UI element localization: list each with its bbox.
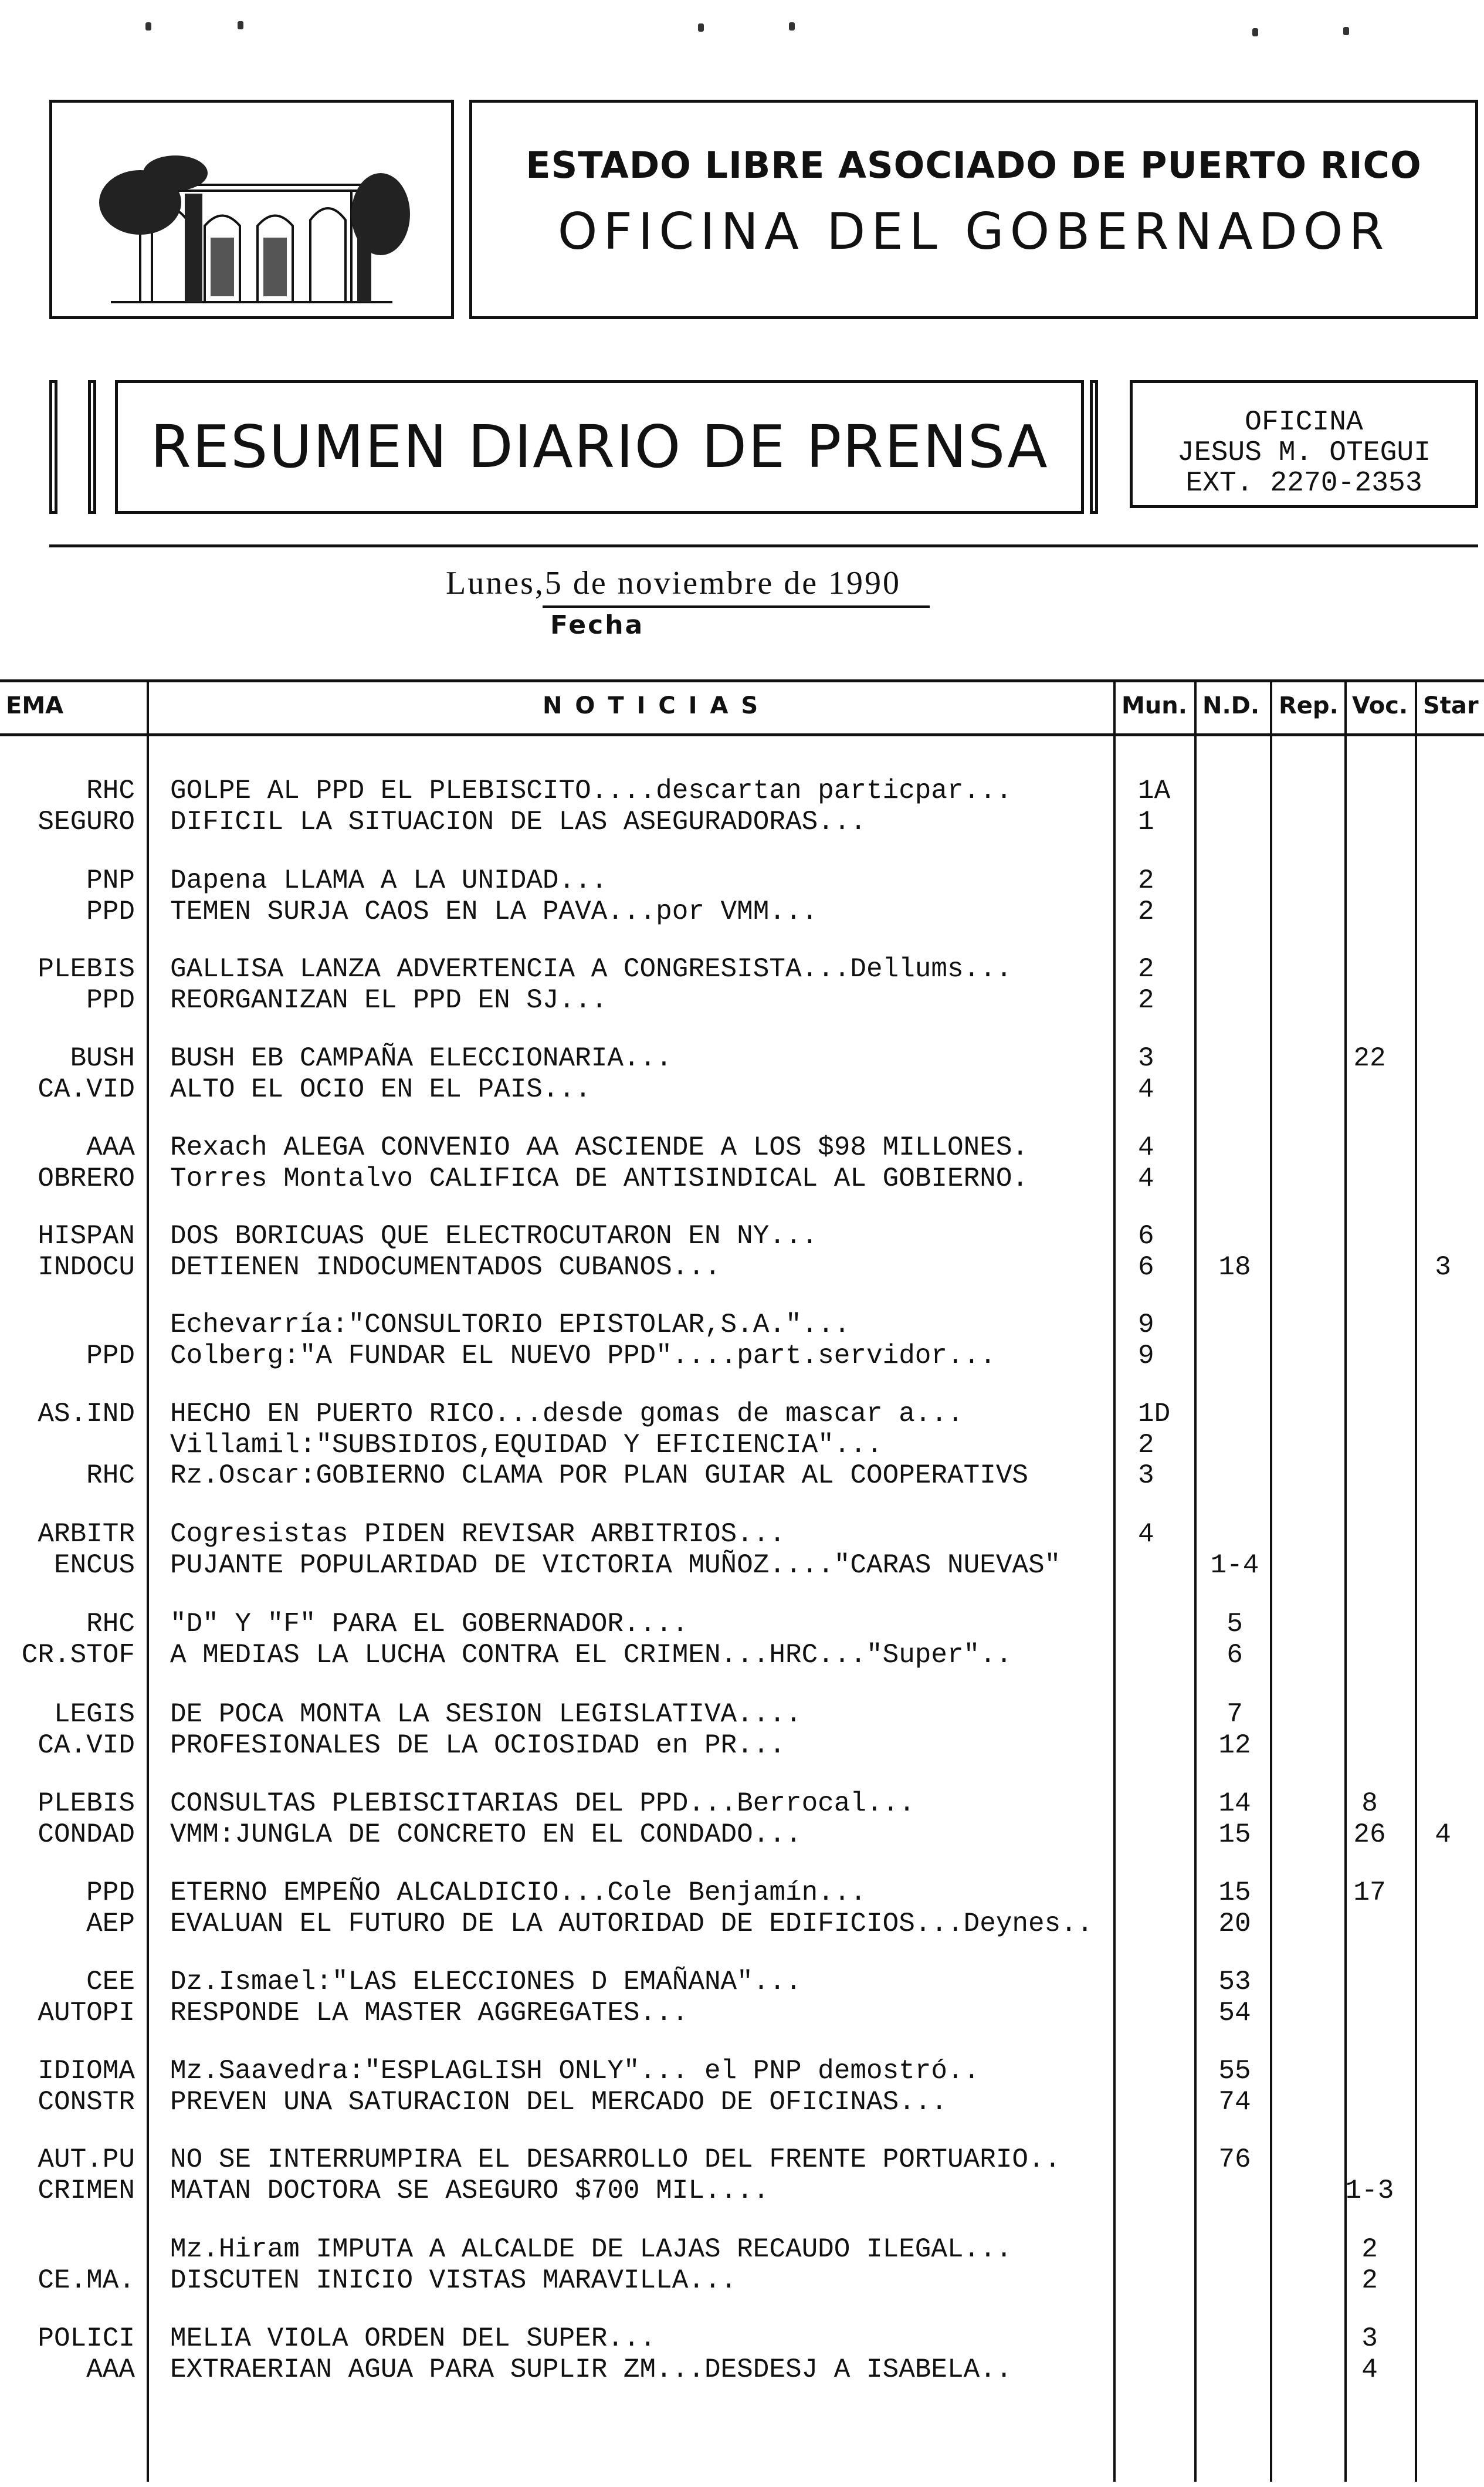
row-noticia: RESPONDE LA MASTER AGGREGATES... xyxy=(170,1998,689,2028)
table-header-rule xyxy=(0,733,1484,736)
scan-speck xyxy=(145,22,151,31)
row-tema: RHC xyxy=(86,1609,135,1639)
row-noticia: ALTO EL OCIO EN EL PAIS... xyxy=(170,1074,591,1105)
row-tema: PPD xyxy=(86,985,135,1016)
row-nd: 15 xyxy=(1218,1877,1251,1908)
row-voc: 3 xyxy=(1361,2323,1378,2354)
date-label: Fecha xyxy=(550,610,645,640)
row-noticia: Villamil:"SUBSIDIOS,EQUIDAD Y EFICIENCIA"... xyxy=(170,1430,883,1460)
col-rule xyxy=(1415,681,1417,2482)
resumen-title-box xyxy=(115,380,1084,514)
row-mun: 3 xyxy=(1138,1043,1154,1074)
row-voc: 22 xyxy=(1353,1043,1386,1074)
decorative-bar xyxy=(1090,380,1098,514)
row-noticia: A MEDIAS LA LUCHA CONTRA EL CRIMEN...HRC..."Super".. xyxy=(170,1640,1012,1670)
row-nd: 1-4 xyxy=(1210,1550,1259,1581)
office-title-box xyxy=(469,100,1478,319)
row-tema: PPD xyxy=(86,896,135,927)
row-noticia: Dapena LLAMA A LA UNIDAD... xyxy=(170,865,608,896)
row-nd: 74 xyxy=(1218,2087,1251,2117)
row-tema: CA.VID xyxy=(38,1074,135,1105)
date-underline xyxy=(543,605,930,608)
row-mun: 2 xyxy=(1138,896,1154,927)
col-rule xyxy=(1344,681,1347,2482)
row-nd: 6 xyxy=(1226,1640,1243,1670)
row-noticia: DISCUTEN INICIO VISTAS MARAVILLA... xyxy=(170,2265,737,2296)
table-top-rule xyxy=(0,679,1484,682)
office-extension: EXT. 2270-2353 xyxy=(1185,468,1422,499)
row-noticia: GOLPE AL PPD EL PLEBISCITO....descartan particpar... xyxy=(170,776,1012,806)
row-noticia: Rz.Oscar:GOBIERNO CLAMA POR PLAN GUIAR AL COOPERATIVS xyxy=(170,1460,1029,1491)
row-noticia: PROFESIONALES DE LA OCIOSIDAD en PR... xyxy=(170,1730,785,1761)
row-noticia: Cogresistas PIDEN REVISAR ARBITRIOS... xyxy=(170,1519,785,1549)
decorative-bar xyxy=(49,380,57,514)
col-rule xyxy=(1270,681,1272,2482)
row-tema: AEP xyxy=(86,1909,135,1939)
row-voc: 4 xyxy=(1361,2354,1378,2385)
scan-speck xyxy=(789,22,795,31)
row-mun: 9 xyxy=(1138,1310,1154,1340)
divider xyxy=(49,544,1478,547)
row-noticia: NO SE INTERRUMPIRA EL DESARROLLO DEL FRENTE PORTUARIO.. xyxy=(170,2144,1061,2175)
row-noticia: Echevarría:"CONSULTORIO EPISTOLAR,S.A."... xyxy=(170,1310,851,1340)
row-noticia: CONSULTAS PLEBISCITARIAS DEL PPD...Berrocal... xyxy=(170,1788,915,1819)
row-tema: AAA xyxy=(86,2354,135,2385)
row-tema: HISPAN xyxy=(38,1221,135,1251)
col-header-mun: Mun. xyxy=(1122,692,1187,719)
scan-speck xyxy=(1343,27,1349,35)
office-contact-box xyxy=(1130,380,1478,508)
row-mun: 2 xyxy=(1138,985,1154,1016)
row-nd: 12 xyxy=(1218,1730,1251,1761)
col-header-star: Star xyxy=(1423,692,1479,719)
resumen-title: RESUMEN DIARIO DE PRENSA xyxy=(150,412,1049,481)
row-tema: PPD xyxy=(86,1877,135,1908)
row-voc: 8 xyxy=(1361,1788,1378,1819)
row-mun: 2 xyxy=(1138,865,1154,896)
row-tema: CRIMEN xyxy=(38,2175,135,2206)
row-tema: POLICI xyxy=(38,2323,135,2354)
state-name: ESTADO LIBRE ASOCIADO DE PUERTO RICO xyxy=(526,144,1422,187)
row-nd: 18 xyxy=(1218,1252,1251,1283)
row-voc: 1-3 xyxy=(1345,2175,1394,2206)
row-tema: CR.STOF xyxy=(21,1640,135,1670)
row-noticia: DE POCA MONTA LA SESION LEGISLATIVA.... xyxy=(170,1699,802,1730)
row-tema: PLEBIS xyxy=(38,1788,135,1819)
row-tema: RHC xyxy=(86,776,135,806)
row-noticia: DIFICIL LA SITUACION DE LAS ASEGURADORAS... xyxy=(170,807,866,837)
row-nd: 20 xyxy=(1218,1909,1251,1939)
row-tema: LEGIS xyxy=(53,1699,135,1730)
row-voc: 26 xyxy=(1353,1819,1386,1850)
col-header-rep: Rep. xyxy=(1279,692,1339,719)
col-header-noticias: N O T I C I A S xyxy=(543,692,761,719)
row-tema: CONDAD xyxy=(38,1819,135,1850)
office-name: OFICINA DEL GOBERNADOR xyxy=(557,202,1390,261)
row-mun: 4 xyxy=(1138,1519,1154,1549)
row-mun: 4 xyxy=(1138,1163,1154,1194)
row-voc: 2 xyxy=(1361,2265,1378,2296)
row-nd: 55 xyxy=(1218,2056,1251,2086)
row-tema: OBRERO xyxy=(38,1163,135,1194)
row-tema: AS.IND xyxy=(38,1399,135,1429)
row-noticia: Dz.Ismael:"LAS ELECCIONES D EMAÑANA"... xyxy=(170,1967,802,1997)
scan-speck xyxy=(698,23,704,32)
col-header-voc: Voc. xyxy=(1352,692,1408,719)
row-noticia: Mz.Saavedra:"ESPLAGLISH ONLY"... el PNP demostró.. xyxy=(170,2056,980,2086)
office-person: JESUS M. OTEGUI xyxy=(1177,437,1431,469)
row-tema: AUTOPI xyxy=(38,1998,135,2028)
col-header-tema: EMA xyxy=(6,692,64,719)
row-voc: 2 xyxy=(1361,2234,1378,2265)
row-tema: PLEBIS xyxy=(38,954,135,984)
row-noticia: REORGANIZAN EL PPD EN SJ... xyxy=(170,985,608,1016)
row-nd: 7 xyxy=(1226,1699,1243,1730)
col-rule xyxy=(1194,681,1197,2482)
row-mun: 4 xyxy=(1138,1132,1154,1163)
row-noticia: Colberg:"A FUNDAR EL NUEVO PPD"....part.servidor... xyxy=(170,1341,996,1371)
row-noticia: HECHO EN PUERTO RICO...desde gomas de mascar a... xyxy=(170,1399,964,1429)
row-mun: 6 xyxy=(1138,1252,1154,1283)
col-rule xyxy=(147,681,149,2482)
row-noticia: MELIA VIOLA ORDEN DEL SUPER... xyxy=(170,2323,656,2354)
col-rule xyxy=(1113,681,1116,2482)
row-noticia: MATAN DOCTORA SE ASEGURO $700 MIL.... xyxy=(170,2175,770,2206)
row-tema: CONSTR xyxy=(38,2087,135,2117)
row-nd: 5 xyxy=(1226,1609,1243,1639)
row-noticia: Mz.Hiram IMPUTA A ALCALDE DE LAJAS RECAUDO ILEGAL... xyxy=(170,2234,1012,2265)
row-tema: BUSH xyxy=(70,1043,135,1074)
row-tema: RHC xyxy=(86,1460,135,1491)
row-mun: 1 xyxy=(1138,807,1154,837)
row-nd: 14 xyxy=(1218,1788,1251,1819)
date-value: Lunes,5 de noviembre de 1990 xyxy=(446,565,902,601)
row-tema: CEE xyxy=(86,1967,135,1997)
row-mun: 1A xyxy=(1138,776,1171,806)
logo-box xyxy=(49,100,454,319)
row-mun: 4 xyxy=(1138,1074,1154,1105)
row-tema: INDOCU xyxy=(38,1252,135,1283)
row-noticia: DOS BORICUAS QUE ELECTROCUTARON EN NY... xyxy=(170,1221,818,1251)
row-noticia: ETERNO EMPEÑO ALCALDICIO...Cole Benjamín... xyxy=(170,1877,866,1908)
row-tema: CA.VID xyxy=(38,1730,135,1761)
row-noticia: DETIENEN INDOCUMENTADOS CUBANOS... xyxy=(170,1252,721,1283)
row-mun: 2 xyxy=(1138,1430,1154,1460)
office-label: OFICINA xyxy=(1245,407,1363,438)
scan-speck xyxy=(1252,28,1258,36)
row-noticia: BUSH EB CAMPAÑA ELECCIONARIA... xyxy=(170,1043,672,1074)
row-noticia: Torres Montalvo CALIFICA DE ANTISINDICAL AL GOBIERNO. xyxy=(170,1163,1029,1194)
row-noticia: Rexach ALEGA CONVENIO AA ASCIENDE A LOS $98 MILLONES. xyxy=(170,1132,1029,1163)
row-nd: 15 xyxy=(1218,1819,1251,1850)
row-noticia: PUJANTE POPULARIDAD DE VICTORIA MUÑOZ...."CARAS NUEVAS" xyxy=(170,1550,1061,1581)
row-noticia: PREVEN UNA SATURACION DEL MERCADO DE OFICINAS... xyxy=(170,2087,948,2117)
row-noticia: EXTRAERIAN AGUA PARA SUPLIR ZM...DESDESJ A ISABELA.. xyxy=(170,2354,1012,2385)
row-tema: AAA xyxy=(86,1132,135,1163)
row-voc: 17 xyxy=(1353,1877,1386,1908)
row-tema: IDIOMA xyxy=(38,2056,135,2086)
fortaleza-building-icon xyxy=(52,103,451,316)
row-mun: 6 xyxy=(1138,1221,1154,1251)
row-star: 4 xyxy=(1435,1819,1451,1850)
row-mun: 3 xyxy=(1138,1460,1154,1491)
row-star: 3 xyxy=(1435,1252,1451,1283)
row-tema: ENCUS xyxy=(53,1550,135,1581)
row-nd: 53 xyxy=(1218,1967,1251,1997)
row-nd: 54 xyxy=(1218,1998,1251,2028)
row-mun: 9 xyxy=(1138,1341,1154,1371)
row-tema: SEGURO xyxy=(38,807,135,837)
row-noticia: "D" Y "F" PARA EL GOBERNADOR.... xyxy=(170,1609,689,1639)
row-mun: 1D xyxy=(1138,1399,1171,1429)
row-tema: ARBITR xyxy=(38,1519,135,1549)
row-tema: CE.MA. xyxy=(38,2265,135,2296)
row-tema: PNP xyxy=(86,865,135,896)
row-nd: 76 xyxy=(1218,2144,1251,2175)
scan-speck xyxy=(238,21,243,29)
row-tema: AUT.PU xyxy=(38,2144,135,2175)
col-header-nd: N.D. xyxy=(1202,692,1260,719)
decorative-bar xyxy=(88,380,96,514)
row-noticia: VMM:JUNGLA DE CONCRETO EN EL CONDADO... xyxy=(170,1819,802,1850)
row-tema: PPD xyxy=(86,1341,135,1371)
row-noticia: TEMEN SURJA CAOS EN LA PAVA...por VMM... xyxy=(170,896,818,927)
row-noticia: GALLISA LANZA ADVERTENCIA A CONGRESISTA...Dellums... xyxy=(170,954,1012,984)
row-mun: 2 xyxy=(1138,954,1154,984)
row-noticia: EVALUAN EL FUTURO DE LA AUTORIDAD DE EDIFICIOS...Deynes.. xyxy=(170,1909,1093,1939)
